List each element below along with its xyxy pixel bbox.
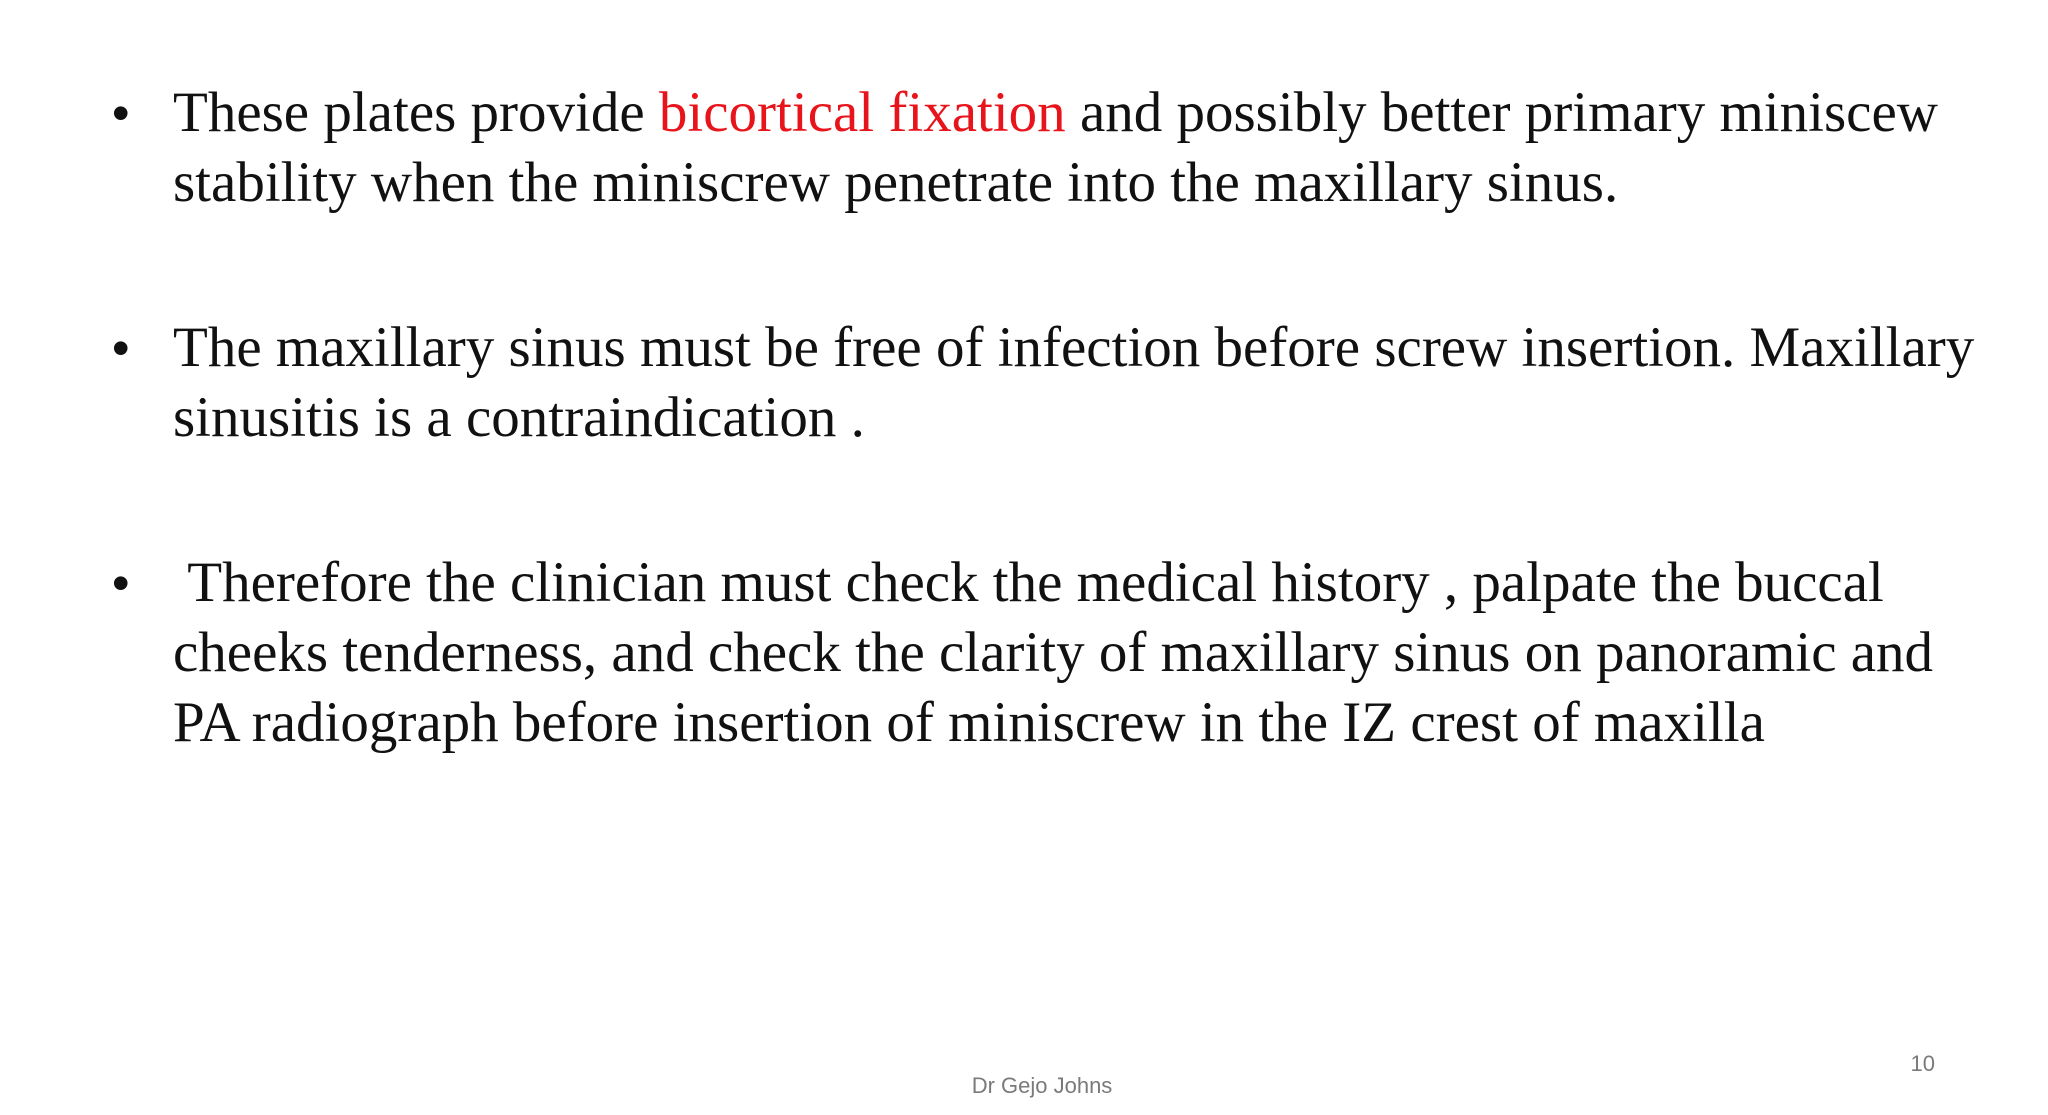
bullet-text-segment: and possibly better primary miniscew stability when the miniscrew penetrate into the maxillary sinus. xyxy=(173,81,1953,214)
bullet-item-3 xyxy=(0,548,2048,758)
bullet-text-segment: The maxillary sinus must be free of infection before screw insertion. Maxillary sinusitis is a contraindication . xyxy=(173,316,1989,449)
footer-author: Dr Gejo Johns xyxy=(971,1073,1113,1098)
page-number: 10 xyxy=(1910,1051,1935,1076)
bullet-icon: • xyxy=(112,320,130,376)
bullet-icon: • xyxy=(112,85,130,141)
bullet-list xyxy=(0,78,2048,853)
bullet-text-segment: Therefore the clinician must check the medical history , palpate the buccal cheeks tenderness, and check the clarity of maxillary sinus on panoramic and PA radiograph before insertion of miniscrew in the IZ crest of maxilla xyxy=(173,551,1948,754)
bullet-item-2 xyxy=(0,313,2048,453)
bullet-item-1 xyxy=(0,78,2048,218)
bullet-text xyxy=(173,78,2008,218)
bullet-text xyxy=(173,548,2008,758)
bullet-text-segment: These plates provide xyxy=(173,81,659,144)
bullet-icon: • xyxy=(112,555,130,611)
bullet-text-highlight: bicortical fixation xyxy=(658,81,1066,144)
bullet-text xyxy=(173,313,2008,453)
